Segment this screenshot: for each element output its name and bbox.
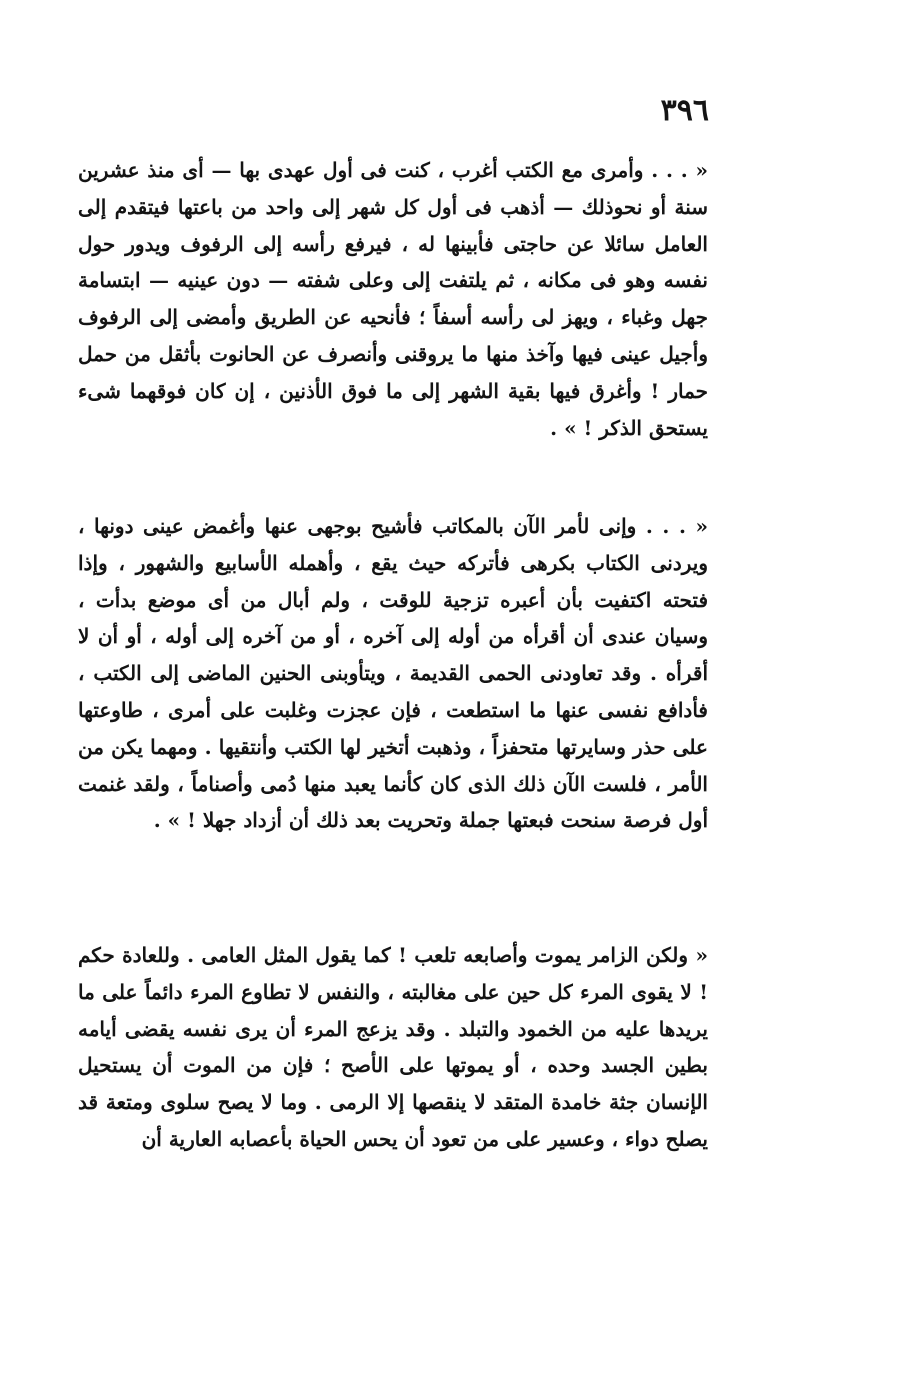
paragraph-3-text: « ولكن الزامر يموت وأصابعه تلعب ! كما يقول المثل العامى . وللعادة حكم ! لا يقوى المرء كل حين على مغالبته ، والنفس لا تطاوع المرء دائماً على ما يريدها عليه من الخمود والتبلد . وقد يزعج المرء أن يرى نفسه يقضى أيامه بطين الجسد وحده ، أو يموتها على الأصح ؛ فإن من الموت أن يستحيل الإنسان جثة خامدة المتقد لا ينقصها إلا الرمى . وما لا يصح سلوى ومتعة قد يصلح دواء ، وعسير على من تعود أن يحس الحياة بأعصابه العارية أن bbox=[78, 943, 708, 1151]
paragraph-1-text: « . . . وأمرى مع الكتب أغرب ، كنت فى أول عهدى بها — أى منذ عشرين سنة أو نحوذلك — أذهب فى أول كل شهر إلى واحد من باعتها فيتقدم إلى العامل سائلا عن حاجتى فأبينها له ، فيرفع رأسه إلى الرفوف ويدور حول نفسه وهو فى مكانه ، ثم يلتفت إلى وعلى شفته — دون عينيه — ابتسامة جهل وغباء ، ويهز لى رأسه أسفاً ؛ فأنحيه عن الطريق وأمضى إلى الرفوف وأجيل عينى فيها وآخذ منها ما يروقنى وأنصرف عن الحانوت بأثقل من حمل حمار ! وأغرق فيها بقية الشهر إلى ما فوق الأذنين ، إن كان فوقهما شىء يستحق الذكر ! » . bbox=[78, 158, 708, 440]
paragraph-1 bbox=[78, 152, 708, 446]
paragraph-2 bbox=[78, 508, 708, 839]
paragraph-3 bbox=[78, 937, 708, 1158]
paragraph-2-text: « . . . وإنى لأمر الآن بالمكاتب فأشيح بوجهى عنها وأغمض عينى دونها ، ويردنى الكتاب بكرهى فأتركه حيث يقع ، وأهمله الأسابيع والشهور ، وإذا فتحته اكتفيت بأن أعبره تزجية للوقت ، ولم أبال من أى موضع بدأت ، وسيان عندى أن أقرأه من أوله إلى آخره ، أو من آخره إلى أوله ، أو أن لا أقرأه . وقد تعاودنى الحمى القديمة ، ويتأوبنى الحنين الماضى إلى الكتب ، فأدافع نفسى عنها ما استطعت ، فإن عجزت وغلبت على أمرى ، طاوعتها على حذر وسايرتها متحفزاً ، وذهبت أتخير لها الكتب وأنتقيها . ومهما يكن من الأمر ، فلست الآن ذلك الذى كان كأنما يعبد منها دُمى وأصناماً ، ولقد غنمت أول فرصة سنحت فبعتها جملة وتحريت بعد ذلك أن أزداد جهلا ! » . bbox=[78, 514, 708, 833]
page-number: ٣٩٦ bbox=[660, 93, 709, 128]
